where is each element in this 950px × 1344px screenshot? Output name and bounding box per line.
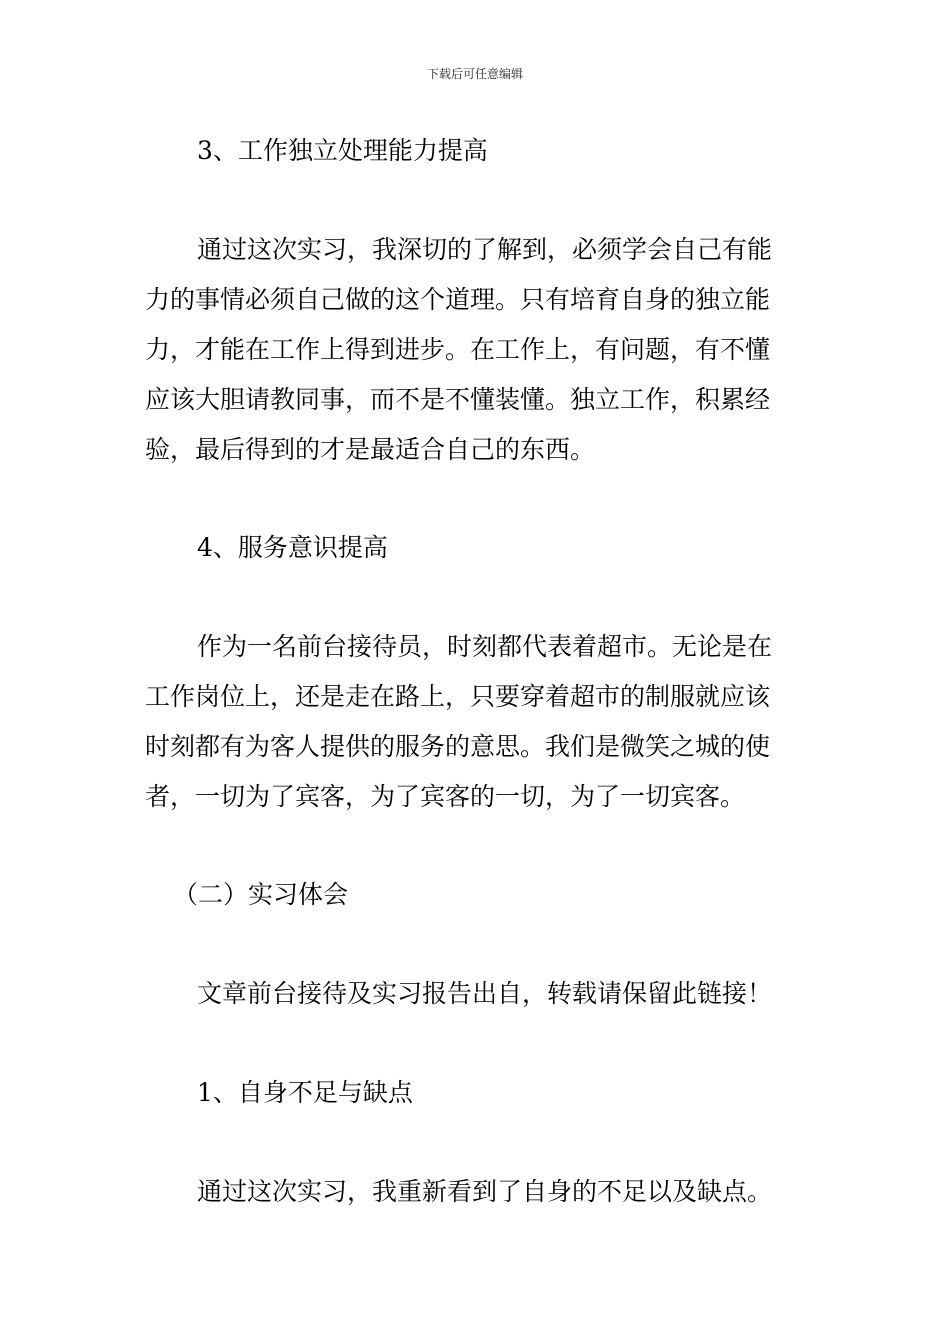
paragraph-shortcomings [145,1167,809,1217]
paragraph-line: 时刻都有为客人提供的服务的意思。我们是微笑之城的使 [145,732,771,761]
paragraph-line: 验，最后得到的才是最适合自己的东西。 [145,435,596,464]
paragraph-service [145,622,809,822]
paragraph-line: 通过这次实习，我重新看到了自身的不足以及缺点。 [197,1177,773,1206]
heading-text: （二）实习体会 [173,880,349,909]
paragraph-line: 力的事情必须自己做的这个道理。只有培育自身的独立能 [145,285,771,314]
heading-text: 1、自身不足与缺点 [197,1078,413,1107]
paragraph-line: 应该大胆请教同事，而不是不懂装懂。独立工作，积累经 [145,385,771,414]
paragraph-line: 力，才能在工作上得到进步。在工作上，有问题，有不懂 [145,335,771,364]
paragraph-source-note [145,969,809,1019]
page-header: 下载后可任意编辑 [426,67,523,81]
section-heading-4 [145,523,809,573]
paragraph-line: 文章前台接待及实习报告出自，转载请保留此链接！ [197,979,773,1008]
paragraph-independence [145,225,809,475]
paragraph-line: 通过这次实习，我深切的了解到，必须学会自己有能 [197,235,773,264]
heading-text: 4、服务意识提高 [197,533,388,562]
section-heading-1 [145,1068,809,1118]
paragraph-line: 工作岗位上，还是走在路上，只要穿着超市的制服就应该 [145,682,771,711]
heading-text: 3、工作独立处理能力提高 [197,136,488,165]
section-heading-3 [145,126,809,176]
paragraph-line: 者，一切为了宾客，为了宾客的一切，为了一切宾客。 [145,782,746,811]
section-heading-experience [145,870,809,920]
paragraph-line: 作为一名前台接待员，时刻都代表着超市。无论是在 [197,632,773,661]
